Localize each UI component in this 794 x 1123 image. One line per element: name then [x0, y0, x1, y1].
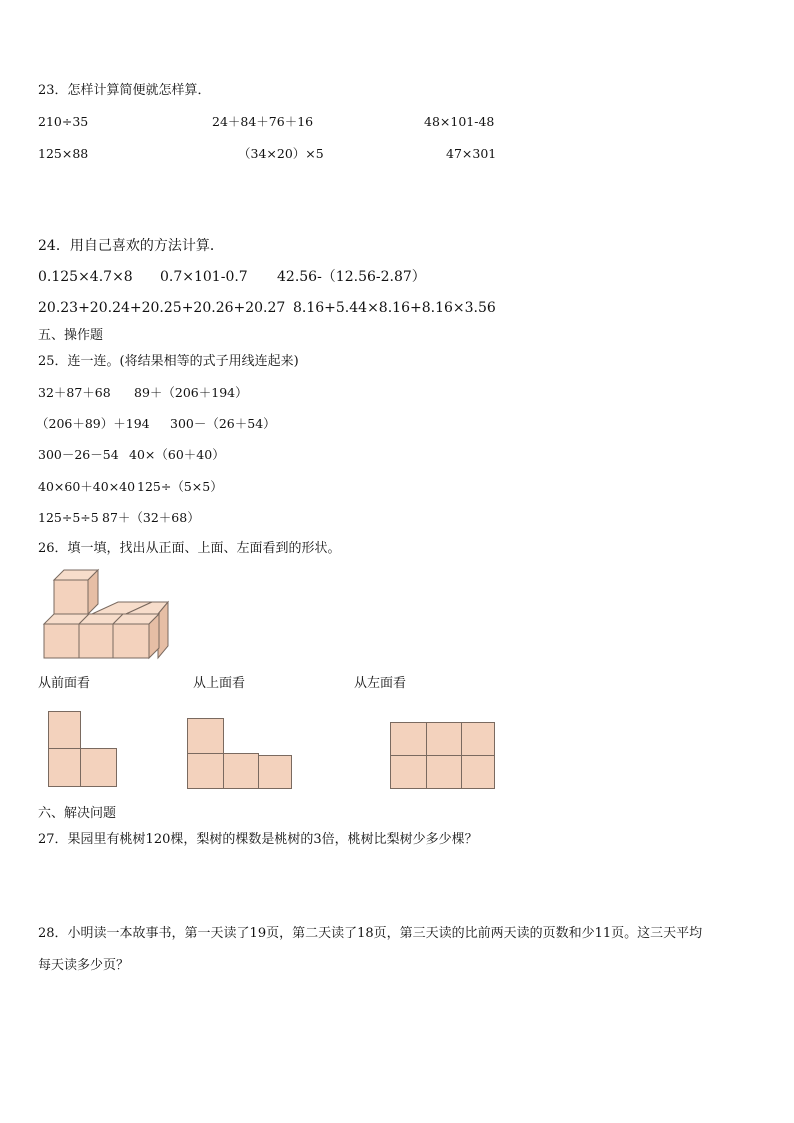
q24-expr-3: 42.56-（12.56-2.87）	[277, 269, 426, 285]
q23-expr-1: 210÷35	[38, 114, 89, 129]
q24-title: 24．用自己喜欢的方法计算．	[38, 238, 224, 254]
cube-solid-figure	[40, 566, 172, 662]
section-5-heading: 五、操作题	[38, 328, 104, 343]
q25-left-3: 300－26－54	[38, 447, 119, 462]
q25-right-5: 87＋（32＋68）	[102, 510, 200, 525]
left-view-shape	[390, 722, 496, 790]
q23-expr-4: 125×88	[38, 146, 89, 161]
section-6-heading: 六、解决问题	[38, 806, 117, 821]
q24-expr-1: 0.125×4.7×8	[38, 269, 133, 285]
front-view-shape	[48, 711, 118, 787]
q27-text: 27．果园里有桃树120棵，梨树的棵数是桃树的3倍，桃树比梨树少多少棵？	[38, 832, 478, 847]
top-view-shape	[187, 718, 293, 790]
q26-title: 26．填一填，找出从正面、上面、左面看到的形状。	[38, 541, 341, 556]
q25-right-4: 125÷（5×5）	[137, 479, 223, 494]
q23-expr-3: 48×101-48	[424, 114, 495, 129]
q25-title: 25．连一连。(将结果相等的式子用线连起来)	[38, 354, 299, 369]
view-label-left: 从左面看	[354, 676, 407, 691]
q23-expr-5: （34×20）×5	[238, 146, 324, 161]
q23-title: 23．怎样计算简便就怎样算．	[38, 83, 211, 98]
q25-left-1: 32＋87＋68	[38, 385, 111, 400]
q25-left-2: （206＋89）＋194	[36, 416, 150, 431]
q28-text-line1: 28．小明读一本故事书，第一天读了19页，第二天读了18页，第三天读的比前两天读的页数和少11页。这三天平均	[38, 926, 703, 941]
view-label-top: 从上面看	[193, 676, 246, 691]
q24-expr-5: 8.16+5.44×8.16+8.16×3.56	[293, 300, 496, 316]
q23-expr-6: 47×301	[446, 146, 497, 161]
q25-right-3: 40×（60＋40）	[129, 447, 225, 462]
q25-left-4: 40×60＋40×40	[38, 479, 136, 494]
q25-left-5: 125÷5÷5	[38, 510, 99, 525]
q25-right-2: 300－（26＋54）	[170, 416, 276, 431]
q24-expr-2: 0.7×101-0.7	[160, 269, 248, 285]
q25-right-1: 89＋（206＋194）	[134, 385, 248, 400]
q23-expr-2: 24＋84＋76＋16	[212, 114, 314, 129]
q24-expr-4: 20.23+20.24+20.25+20.26+20.27	[38, 300, 286, 316]
view-label-front: 从前面看	[38, 676, 91, 691]
q28-text-line2: 每天读多少页？	[38, 958, 130, 973]
